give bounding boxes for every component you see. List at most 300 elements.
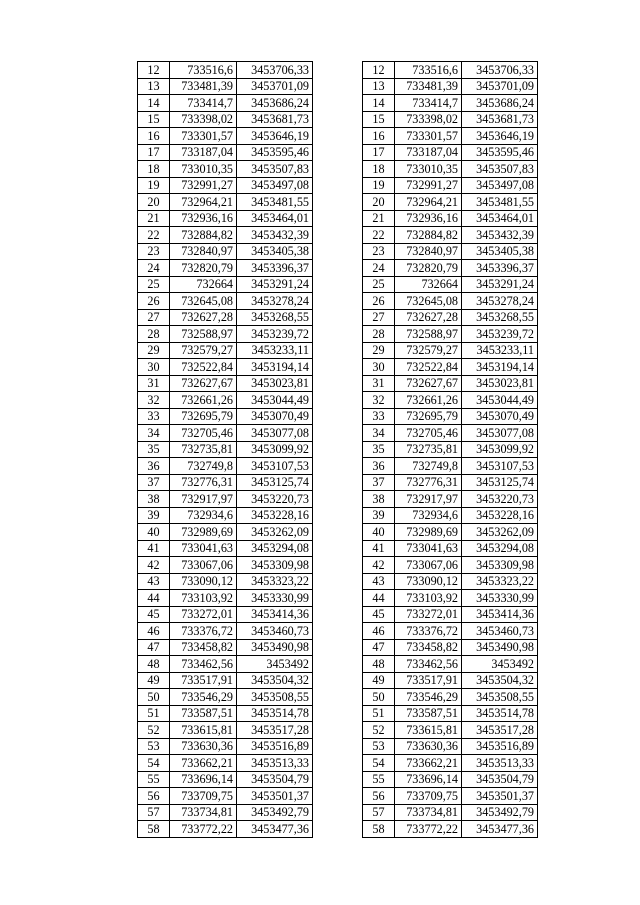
x-coordinate-cell: 732735,81 — [395, 441, 462, 458]
point-number-cell: 47 — [138, 639, 170, 656]
x-coordinate-cell: 732991,27 — [395, 177, 462, 194]
x-coordinate-cell: 732989,69 — [395, 524, 462, 541]
point-number-cell: 43 — [138, 573, 170, 590]
x-coordinate-cell: 732645,08 — [170, 293, 237, 310]
point-number-cell: 57 — [363, 804, 395, 821]
y-coordinate-cell: 3453681,73 — [462, 111, 538, 128]
table-row — [138, 705, 313, 722]
table-row — [138, 95, 313, 112]
x-coordinate-cell: 733734,81 — [395, 804, 462, 821]
table-row — [363, 755, 538, 772]
y-coordinate-cell: 3453681,73 — [237, 111, 313, 128]
x-coordinate-cell: 733090,12 — [395, 573, 462, 590]
y-coordinate-cell: 3453516,89 — [462, 738, 538, 755]
point-number-cell: 46 — [363, 623, 395, 640]
point-number-cell: 58 — [363, 821, 395, 838]
point-number-cell: 25 — [363, 276, 395, 293]
y-coordinate-cell: 3453513,33 — [462, 755, 538, 772]
y-coordinate-cell: 3453023,81 — [237, 375, 313, 392]
x-coordinate-cell: 733376,72 — [170, 623, 237, 640]
x-coordinate-cell: 733301,57 — [170, 128, 237, 145]
y-coordinate-cell: 3453504,79 — [237, 771, 313, 788]
x-coordinate-cell: 733187,04 — [395, 144, 462, 161]
x-coordinate-cell: 733301,57 — [395, 128, 462, 145]
x-coordinate-cell: 733662,21 — [395, 755, 462, 772]
x-coordinate-cell: 732776,31 — [170, 474, 237, 491]
point-number-cell: 34 — [138, 425, 170, 442]
y-coordinate-cell: 3453077,08 — [462, 425, 538, 442]
x-coordinate-cell: 733187,04 — [170, 144, 237, 161]
table-row — [138, 392, 313, 409]
point-number-cell: 52 — [363, 722, 395, 739]
y-coordinate-cell: 3453504,32 — [237, 672, 313, 689]
y-coordinate-cell: 3453107,53 — [237, 458, 313, 475]
x-coordinate-cell: 733398,02 — [395, 111, 462, 128]
table-row — [363, 276, 538, 293]
table-row — [363, 161, 538, 178]
table-row — [363, 78, 538, 95]
y-coordinate-cell: 3453460,73 — [462, 623, 538, 640]
point-number-cell: 23 — [138, 243, 170, 260]
table-row — [138, 128, 313, 145]
table-row — [363, 474, 538, 491]
y-coordinate-cell: 3453504,79 — [462, 771, 538, 788]
x-coordinate-cell: 732749,8 — [170, 458, 237, 475]
y-coordinate-cell: 3453278,24 — [237, 293, 313, 310]
table-row — [138, 161, 313, 178]
x-coordinate-cell: 733414,7 — [395, 95, 462, 112]
point-number-cell: 19 — [363, 177, 395, 194]
table-row — [138, 722, 313, 739]
x-coordinate-cell: 732884,82 — [170, 227, 237, 244]
table-row — [138, 507, 313, 524]
table-row — [363, 62, 538, 79]
x-coordinate-cell: 732989,69 — [170, 524, 237, 541]
table-row — [138, 111, 313, 128]
y-coordinate-cell: 3453481,55 — [462, 194, 538, 211]
point-number-cell: 43 — [363, 573, 395, 590]
y-coordinate-cell: 3453194,14 — [462, 359, 538, 376]
y-coordinate-cell: 3453233,11 — [237, 342, 313, 359]
table-row — [363, 491, 538, 508]
point-number-cell: 55 — [363, 771, 395, 788]
point-number-cell: 53 — [363, 738, 395, 755]
point-number-cell: 33 — [138, 408, 170, 425]
y-coordinate-cell: 3453508,55 — [462, 689, 538, 706]
table-row — [363, 821, 538, 838]
table-row — [138, 293, 313, 310]
x-coordinate-cell: 733376,72 — [395, 623, 462, 640]
table-row — [363, 689, 538, 706]
point-number-cell: 52 — [138, 722, 170, 739]
table-row — [138, 573, 313, 590]
table-row — [138, 524, 313, 541]
point-number-cell: 50 — [363, 689, 395, 706]
y-coordinate-cell: 3453492 — [237, 656, 313, 673]
x-coordinate-cell: 732661,26 — [395, 392, 462, 409]
y-coordinate-cell: 3453497,08 — [462, 177, 538, 194]
x-coordinate-cell: 733615,81 — [170, 722, 237, 739]
x-coordinate-cell: 732705,46 — [395, 425, 462, 442]
point-number-cell: 13 — [363, 78, 395, 95]
point-number-cell: 29 — [363, 342, 395, 359]
table-row — [138, 540, 313, 557]
x-coordinate-cell: 732579,27 — [170, 342, 237, 359]
table-row — [138, 672, 313, 689]
table-row — [363, 540, 538, 557]
table-row — [363, 309, 538, 326]
y-coordinate-cell: 3453490,98 — [237, 639, 313, 656]
x-coordinate-cell: 732661,26 — [170, 392, 237, 409]
table-row — [363, 342, 538, 359]
table-row — [363, 606, 538, 623]
point-number-cell: 29 — [138, 342, 170, 359]
y-coordinate-cell: 3453481,55 — [237, 194, 313, 211]
y-coordinate-cell: 3453228,16 — [237, 507, 313, 524]
x-coordinate-cell: 733398,02 — [170, 111, 237, 128]
point-number-cell: 21 — [363, 210, 395, 227]
coordinates-table-right-body — [363, 62, 538, 838]
point-number-cell: 31 — [363, 375, 395, 392]
y-coordinate-cell: 3453464,01 — [462, 210, 538, 227]
point-number-cell: 39 — [138, 507, 170, 524]
y-coordinate-cell: 3453477,36 — [462, 821, 538, 838]
x-coordinate-cell: 732522,84 — [395, 359, 462, 376]
x-coordinate-cell: 733516,6 — [170, 62, 237, 79]
point-number-cell: 23 — [363, 243, 395, 260]
x-coordinate-cell: 732934,6 — [170, 507, 237, 524]
point-number-cell: 33 — [363, 408, 395, 425]
table-row — [363, 590, 538, 607]
point-number-cell: 57 — [138, 804, 170, 821]
table-row — [363, 227, 538, 244]
x-coordinate-cell: 733458,82 — [170, 639, 237, 656]
point-number-cell: 18 — [138, 161, 170, 178]
point-number-cell: 54 — [363, 755, 395, 772]
x-coordinate-cell: 732627,28 — [395, 309, 462, 326]
point-number-cell: 27 — [138, 309, 170, 326]
point-number-cell: 25 — [138, 276, 170, 293]
table-row — [138, 590, 313, 607]
table-row — [138, 359, 313, 376]
y-coordinate-cell: 3453268,55 — [237, 309, 313, 326]
point-number-cell: 40 — [138, 524, 170, 541]
table-row — [138, 788, 313, 805]
y-coordinate-cell: 3453460,73 — [237, 623, 313, 640]
table-row — [363, 639, 538, 656]
table-row — [138, 458, 313, 475]
point-number-cell: 54 — [138, 755, 170, 772]
point-number-cell: 44 — [363, 590, 395, 607]
y-coordinate-cell: 3453497,08 — [237, 177, 313, 194]
table-row — [138, 276, 313, 293]
x-coordinate-cell: 733414,7 — [170, 95, 237, 112]
point-number-cell: 48 — [363, 656, 395, 673]
table-row — [363, 326, 538, 343]
point-number-cell: 51 — [138, 705, 170, 722]
point-number-cell: 49 — [138, 672, 170, 689]
y-coordinate-cell: 3453432,39 — [237, 227, 313, 244]
x-coordinate-cell: 733103,92 — [395, 590, 462, 607]
point-number-cell: 15 — [138, 111, 170, 128]
y-coordinate-cell: 3453330,99 — [237, 590, 313, 607]
x-coordinate-cell: 732917,97 — [395, 491, 462, 508]
table-row — [138, 260, 313, 277]
x-coordinate-cell: 732917,97 — [170, 491, 237, 508]
table-row — [363, 524, 538, 541]
x-coordinate-cell: 733587,51 — [395, 705, 462, 722]
y-coordinate-cell: 3453405,38 — [237, 243, 313, 260]
x-coordinate-cell: 733481,39 — [395, 78, 462, 95]
x-coordinate-cell: 732695,79 — [170, 408, 237, 425]
table-row — [138, 375, 313, 392]
x-coordinate-cell: 733517,91 — [170, 672, 237, 689]
table-row — [138, 557, 313, 574]
table-row — [363, 392, 538, 409]
table-row — [363, 359, 538, 376]
y-coordinate-cell: 3453023,81 — [462, 375, 538, 392]
table-row — [363, 441, 538, 458]
table-row — [138, 243, 313, 260]
point-number-cell: 41 — [363, 540, 395, 557]
x-coordinate-cell: 733103,92 — [170, 590, 237, 607]
x-coordinate-cell: 733709,75 — [170, 788, 237, 805]
x-coordinate-cell: 733709,75 — [395, 788, 462, 805]
x-coordinate-cell: 732579,27 — [395, 342, 462, 359]
table-row — [138, 771, 313, 788]
x-coordinate-cell: 733041,63 — [170, 540, 237, 557]
table-row — [363, 771, 538, 788]
y-coordinate-cell: 3453268,55 — [462, 309, 538, 326]
table-row — [138, 738, 313, 755]
point-number-cell: 36 — [363, 458, 395, 475]
table-row — [138, 689, 313, 706]
x-coordinate-cell: 732588,97 — [170, 326, 237, 343]
y-coordinate-cell: 3453513,33 — [237, 755, 313, 772]
table-row — [138, 144, 313, 161]
table-row — [363, 656, 538, 673]
point-number-cell: 55 — [138, 771, 170, 788]
table-row — [138, 804, 313, 821]
coordinates-table-left — [137, 61, 313, 838]
x-coordinate-cell: 733481,39 — [170, 78, 237, 95]
y-coordinate-cell: 3453291,24 — [462, 276, 538, 293]
table-row — [363, 243, 538, 260]
table-row — [363, 111, 538, 128]
y-coordinate-cell: 3453262,09 — [462, 524, 538, 541]
x-coordinate-cell: 733546,29 — [170, 689, 237, 706]
point-number-cell: 27 — [363, 309, 395, 326]
point-number-cell: 26 — [138, 293, 170, 310]
point-number-cell: 31 — [138, 375, 170, 392]
table-row — [363, 177, 538, 194]
x-coordinate-cell: 732705,46 — [170, 425, 237, 442]
x-coordinate-cell: 733662,21 — [170, 755, 237, 772]
point-number-cell: 56 — [138, 788, 170, 805]
table-row — [363, 458, 538, 475]
y-coordinate-cell: 3453291,24 — [237, 276, 313, 293]
x-coordinate-cell: 732664 — [395, 276, 462, 293]
x-coordinate-cell: 732645,08 — [395, 293, 462, 310]
y-coordinate-cell: 3453477,36 — [237, 821, 313, 838]
point-number-cell: 30 — [138, 359, 170, 376]
x-coordinate-cell: 733010,35 — [170, 161, 237, 178]
point-number-cell: 21 — [138, 210, 170, 227]
point-number-cell: 35 — [363, 441, 395, 458]
point-number-cell: 50 — [138, 689, 170, 706]
table-row — [138, 342, 313, 359]
table-row — [363, 788, 538, 805]
table-row — [138, 639, 313, 656]
point-number-cell: 38 — [138, 491, 170, 508]
table-row — [138, 210, 313, 227]
y-coordinate-cell: 3453414,36 — [462, 606, 538, 623]
x-coordinate-cell: 733772,22 — [395, 821, 462, 838]
y-coordinate-cell: 3453516,89 — [237, 738, 313, 755]
y-coordinate-cell: 3453239,72 — [462, 326, 538, 343]
x-coordinate-cell: 732936,16 — [395, 210, 462, 227]
point-number-cell: 53 — [138, 738, 170, 755]
y-coordinate-cell: 3453508,55 — [237, 689, 313, 706]
y-coordinate-cell: 3453405,38 — [462, 243, 538, 260]
x-coordinate-cell: 732964,21 — [170, 194, 237, 211]
point-number-cell: 41 — [138, 540, 170, 557]
coordinates-table-right — [362, 61, 538, 838]
y-coordinate-cell: 3453686,24 — [237, 95, 313, 112]
point-number-cell: 16 — [138, 128, 170, 145]
point-number-cell: 51 — [363, 705, 395, 722]
y-coordinate-cell: 3453492,79 — [462, 804, 538, 821]
table-row — [363, 623, 538, 640]
table-row — [363, 408, 538, 425]
y-coordinate-cell: 3453220,73 — [462, 491, 538, 508]
x-coordinate-cell: 732934,6 — [395, 507, 462, 524]
point-number-cell: 14 — [363, 95, 395, 112]
point-number-cell: 14 — [138, 95, 170, 112]
point-number-cell: 32 — [138, 392, 170, 409]
x-coordinate-cell: 732627,67 — [395, 375, 462, 392]
x-coordinate-cell: 732820,79 — [395, 260, 462, 277]
point-number-cell: 37 — [138, 474, 170, 491]
point-number-cell: 18 — [363, 161, 395, 178]
table-row — [138, 656, 313, 673]
table-row — [363, 722, 538, 739]
x-coordinate-cell: 733516,6 — [395, 62, 462, 79]
y-coordinate-cell: 3453278,24 — [462, 293, 538, 310]
y-coordinate-cell: 3453414,36 — [237, 606, 313, 623]
y-coordinate-cell: 3453492,79 — [237, 804, 313, 821]
y-coordinate-cell: 3453044,49 — [237, 392, 313, 409]
table-row — [363, 260, 538, 277]
y-coordinate-cell: 3453294,08 — [237, 540, 313, 557]
x-coordinate-cell: 732884,82 — [395, 227, 462, 244]
point-number-cell: 22 — [138, 227, 170, 244]
y-coordinate-cell: 3453070,49 — [462, 408, 538, 425]
y-coordinate-cell: 3453706,33 — [462, 62, 538, 79]
x-coordinate-cell: 733272,01 — [395, 606, 462, 623]
y-coordinate-cell: 3453432,39 — [462, 227, 538, 244]
table-row — [138, 177, 313, 194]
y-coordinate-cell: 3453396,37 — [462, 260, 538, 277]
point-number-cell: 24 — [363, 260, 395, 277]
y-coordinate-cell: 3453220,73 — [237, 491, 313, 508]
y-coordinate-cell: 3453125,74 — [462, 474, 538, 491]
x-coordinate-cell: 732991,27 — [170, 177, 237, 194]
coordinates-table-left-body — [138, 62, 313, 838]
x-coordinate-cell: 733090,12 — [170, 573, 237, 590]
point-number-cell: 17 — [363, 144, 395, 161]
table-row — [363, 507, 538, 524]
y-coordinate-cell: 3453646,19 — [237, 128, 313, 145]
point-number-cell: 24 — [138, 260, 170, 277]
y-coordinate-cell: 3453323,22 — [237, 573, 313, 590]
table-row — [138, 62, 313, 79]
x-coordinate-cell: 733696,14 — [170, 771, 237, 788]
y-coordinate-cell: 3453501,37 — [462, 788, 538, 805]
x-coordinate-cell: 733630,36 — [395, 738, 462, 755]
point-number-cell: 45 — [363, 606, 395, 623]
y-coordinate-cell: 3453070,49 — [237, 408, 313, 425]
y-coordinate-cell: 3453464,01 — [237, 210, 313, 227]
point-number-cell: 15 — [363, 111, 395, 128]
point-number-cell: 48 — [138, 656, 170, 673]
x-coordinate-cell: 733010,35 — [395, 161, 462, 178]
point-number-cell: 13 — [138, 78, 170, 95]
point-number-cell: 28 — [138, 326, 170, 343]
table-row — [363, 194, 538, 211]
y-coordinate-cell: 3453490,98 — [462, 639, 538, 656]
y-coordinate-cell: 3453396,37 — [237, 260, 313, 277]
point-number-cell: 22 — [363, 227, 395, 244]
table-row — [363, 557, 538, 574]
x-coordinate-cell: 732735,81 — [170, 441, 237, 458]
x-coordinate-cell: 733462,56 — [395, 656, 462, 673]
y-coordinate-cell: 3453646,19 — [462, 128, 538, 145]
point-number-cell: 49 — [363, 672, 395, 689]
table-row — [138, 491, 313, 508]
y-coordinate-cell: 3453501,37 — [237, 788, 313, 805]
point-number-cell: 56 — [363, 788, 395, 805]
x-coordinate-cell: 732840,97 — [170, 243, 237, 260]
x-coordinate-cell: 732964,21 — [395, 194, 462, 211]
table-row — [363, 804, 538, 821]
point-number-cell: 30 — [363, 359, 395, 376]
table-row — [138, 425, 313, 442]
x-coordinate-cell: 732627,67 — [170, 375, 237, 392]
y-coordinate-cell: 3453323,22 — [462, 573, 538, 590]
y-coordinate-cell: 3453044,49 — [462, 392, 538, 409]
point-number-cell: 46 — [138, 623, 170, 640]
y-coordinate-cell: 3453099,92 — [237, 441, 313, 458]
table-row — [363, 95, 538, 112]
x-coordinate-cell: 733272,01 — [170, 606, 237, 623]
point-number-cell: 20 — [363, 194, 395, 211]
point-number-cell: 42 — [138, 557, 170, 574]
point-number-cell: 36 — [138, 458, 170, 475]
y-coordinate-cell: 3453701,09 — [462, 78, 538, 95]
table-row — [138, 821, 313, 838]
point-number-cell: 12 — [138, 62, 170, 79]
table-row — [363, 672, 538, 689]
table-row — [138, 78, 313, 95]
y-coordinate-cell: 3453228,16 — [462, 507, 538, 524]
table-row — [138, 755, 313, 772]
table-row — [138, 326, 313, 343]
x-coordinate-cell: 733041,63 — [395, 540, 462, 557]
y-coordinate-cell: 3453595,46 — [237, 144, 313, 161]
y-coordinate-cell: 3453330,99 — [462, 590, 538, 607]
x-coordinate-cell: 732627,28 — [170, 309, 237, 326]
